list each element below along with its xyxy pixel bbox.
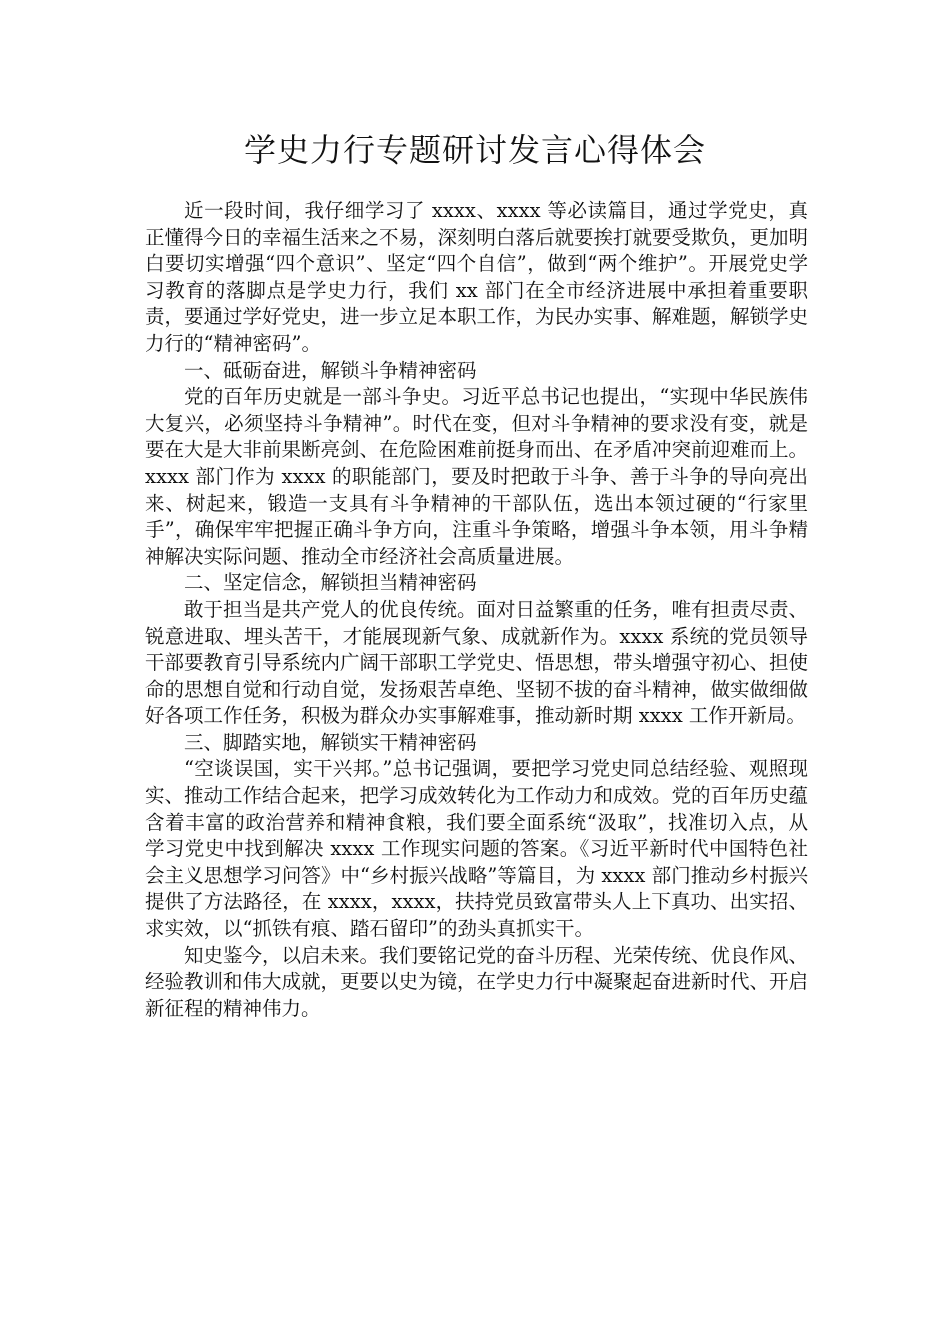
section-heading-2: 二、坚定信念，解锁担当精神密码 <box>184 571 477 595</box>
section-paragraph-1: 党的百年历史就是一部斗争史。习近平总书记也提出，“实现中华民族伟大复兴，必须坚持斗争精神”。时代在变，但对斗争精神的要求没有变，就是要在大是大非前果断亮剑、在危险困难前挺身而出、在矛盾冲突前迎难而上。xxxx 部门作为 xxxx 的职能部门，要及时把敢于斗争、善于斗争的导向亮出来、树起来，锻造一支具有斗争精神的干部队伍，选出本领过硬的“行家里手”，确保牢牢把握正确斗争方向，注重斗争策略，增强斗争本领，用斗争精神解决实际问题、推动全市经济社会高质量进展。 <box>145 385 809 568</box>
intro-paragraph: 近一段时间，我仔细学习了 xxxx、xxxx 等必读篇目，通过学党史，真正懂得今日的幸福生活来之不易，深刻明白落后就要挨打就要受欺负，更加明白要切实增强“四个意识”、坚定“四个自信”，做到“两个维护”。开展党史学习教育的落脚点是学史力行，我们 xx 部门在全市经济进展中承担着重要职责，要通过学好党史，进一步立足本职工作，为民办实事、解难题，解锁学史力行的“精神密码”。 <box>145 199 809 355</box>
closing-paragraph: 知史鉴今，以启未来。我们要铭记党的奋斗历程、光荣传统、优良作风、经验教训和伟大成就，更要以史为镜，在学史力行中凝聚起奋进新时代、开启新征程的精神伟力。 <box>145 943 809 1020</box>
section-paragraph-3: “空谈误国，实干兴邦。”总书记强调，要把学习党史同总结经验、观照现实、推动工作结合起来，把学习成效转化为工作动力和成效。党的百年历史蕴含着丰富的政治营养和精神食粮，我们要全面系统“汲取”，找准切入点，从学习党史中找到解决 xxxx 工作现实问题的答案。《习近平新时代中国特色社会主义思想学习问答》中“乡村振兴战略”等篇目，为 xxxx 部门推动乡村振兴提供了方法路径，在 xxxx，xxxx，扶持党员致富带头人上下真功、出实招、求实效，以“抓铁有痕、踏石留印”的劲头真抓实干。 <box>145 757 809 941</box>
section-heading-1: 一、砥砺奋进，解锁斗争精神密码 <box>184 358 477 382</box>
document-body <box>145 198 808 1022</box>
document-title: 学史力行专题研讨发言心得体会 <box>243 131 706 169</box>
section-paragraph-2: 敢于担当是共产党人的优良传统。面对日益繁重的任务，唯有担责尽责、锐意进取、埋头苦干，才能展现新气象、成就新作为。xxxx 系统的党员领导干部要教育引导系统内广阔干部职工学党史、悟思想，带头增强守初心、担使命的思想自觉和行动自觉，发扬艰苦卓绝、坚韧不拔的奋斗精神，做实做细做好各项工作任务，积极为群众办实事解难事，推动新时期 xxxx 工作开新局。 <box>145 597 809 728</box>
section-heading-3: 三、脚踏实地，解锁实干精神密码 <box>184 730 477 754</box>
